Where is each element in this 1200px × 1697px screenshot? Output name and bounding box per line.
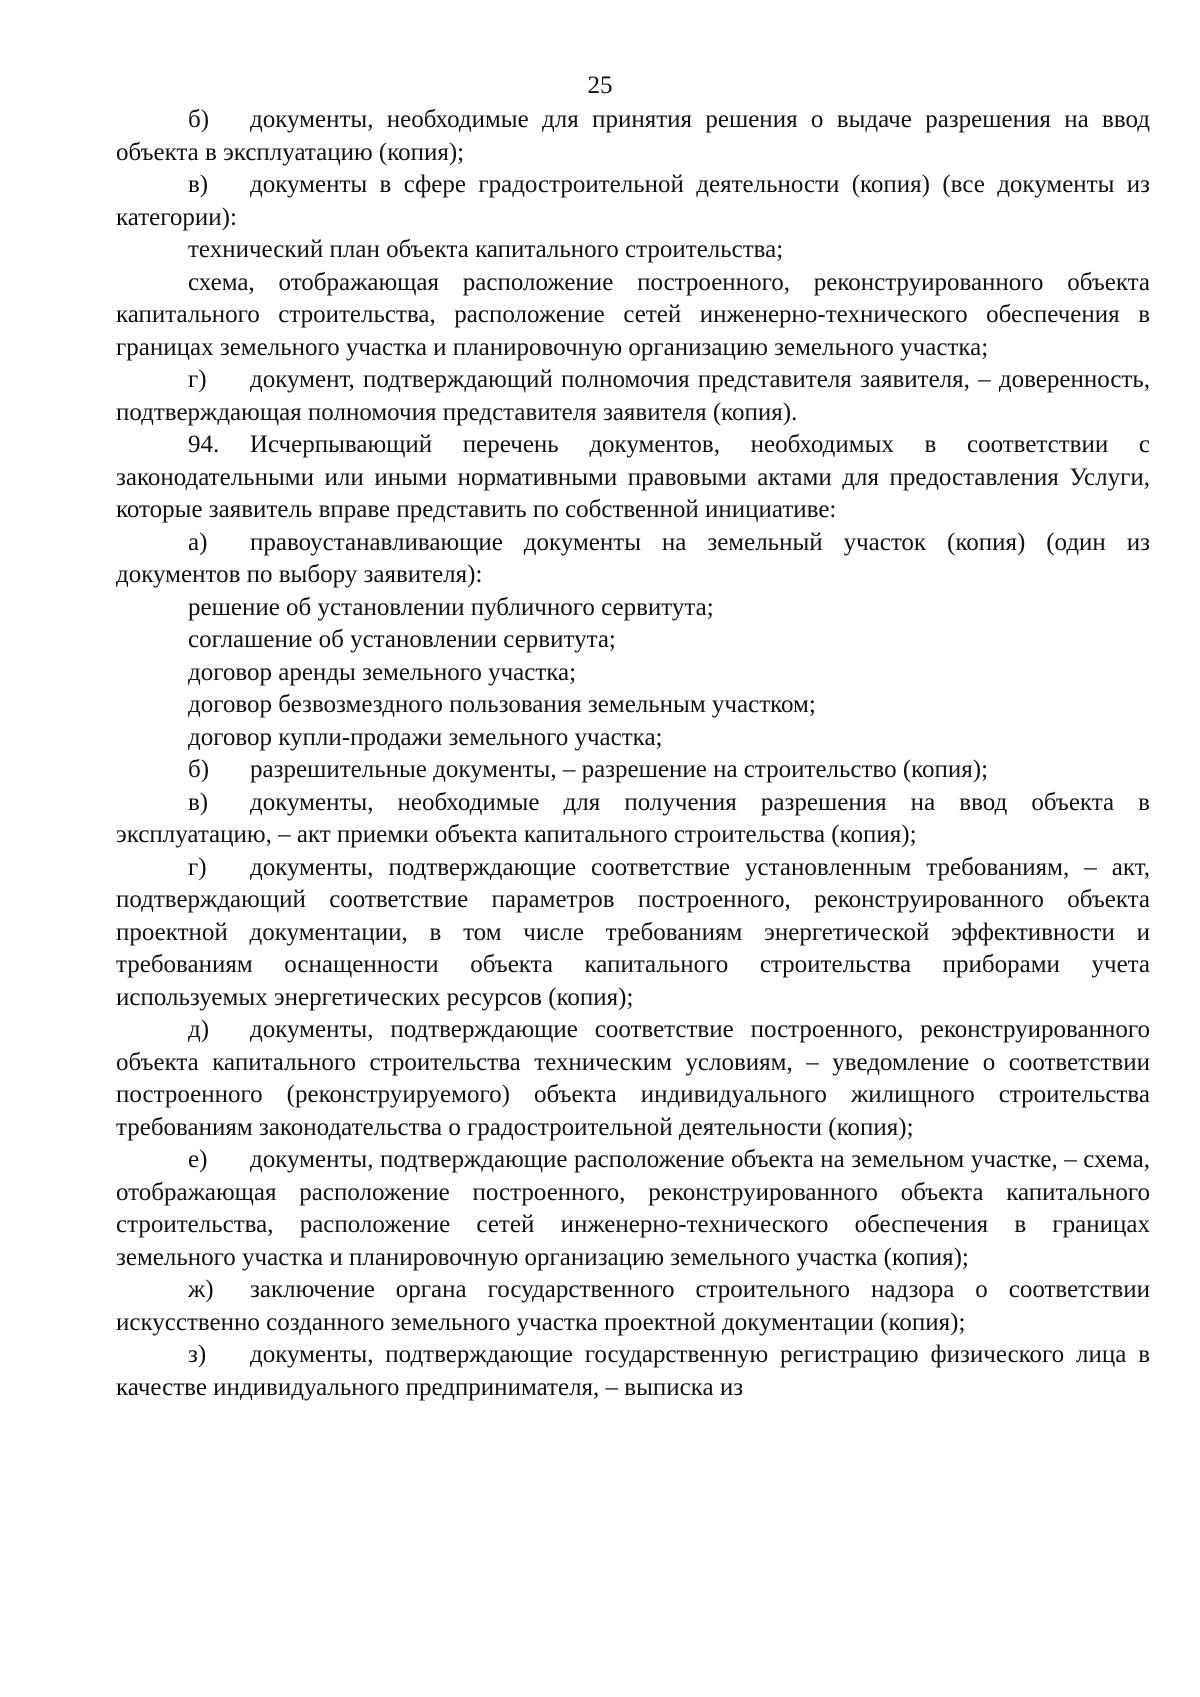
list-marker: б) (188, 756, 210, 783)
paragraph-text: разрешительные документы, – разрешение на строительство (копия); (250, 756, 989, 783)
paragraph-text: соглашение об установлении сервитута; (188, 626, 616, 653)
list-marker: в) (188, 171, 209, 198)
paragraph-item-g (116, 364, 1150, 429)
paragraph-item-b (116, 104, 1150, 169)
list-marker: ж) (188, 1276, 214, 1303)
paragraph-subitem (116, 689, 1150, 722)
paragraph-item-a (116, 527, 1150, 592)
paragraph-text: документы, необходимые для принятия решения о выдаче разрешения на ввод объекта в эксплуатацию (копия); (116, 106, 1150, 166)
paragraph-subitem (116, 722, 1150, 755)
page-number: 25 (587, 72, 613, 99)
list-marker: а) (188, 528, 208, 556)
document-body (116, 104, 1150, 1404)
paragraph-text: договор безвозмездного пользования земельным участком; (188, 691, 816, 718)
paragraph-text: заключение органа государственного строительного надзора о соответствии искусственно созданного земельного участка проектной документации (копия); (116, 1276, 1150, 1336)
paragraph-text: документ, подтверждающий полномочия представителя заявителя, – доверенность, подтверждающая полномочия представителя заявителя (копия). (116, 366, 1150, 426)
paragraph-subitem (116, 234, 1150, 267)
list-marker: з) (188, 1341, 207, 1368)
paragraph-item-zh (116, 1274, 1150, 1339)
paragraph-item-e (116, 1144, 1150, 1274)
paragraph-subitem (116, 657, 1150, 690)
paragraph-item-z (116, 1339, 1150, 1404)
paragraph-text: технический план объекта капитального строительства; (188, 236, 784, 263)
list-marker: г) (188, 366, 207, 393)
paragraph-text: документы в сфере градостроительной деятельности (копия) (все документы из категории): (116, 171, 1150, 231)
list-marker: в) (188, 788, 209, 816)
paragraph-text: документы, подтверждающие расположение объекта на земельном участке, – схема, отображающая расположение построенного, реконструированного объекта капитального строительства, расположение сетей инженерно-технического обеспечения в границах земельного участка и планировочную организацию земельного участка (копия); (116, 1146, 1150, 1271)
list-marker: д) (188, 1016, 210, 1043)
paragraph-text: документы, подтверждающие соответствие построенного, реконструированного объекта капитального строительства техническим условиям, – уведомление о соответствии построенного (реконструируемого) объекта индивидуального жилищного строительства требованиям законодательства о градостроительной деятельности (копия); (116, 1016, 1150, 1141)
paragraph-text: схема, отображающая расположение построенного, реконструированного объекта капитального строительства, расположение сетей инженерно-технического обеспечения в границах земельного участка и планировочную организацию земельного участка; (116, 268, 1150, 361)
paragraph-text: документы, подтверждающие государственную регистрацию физического лица в качестве индивидуального предпринимателя, – выписка из (116, 1341, 1150, 1401)
paragraph-item-g (116, 852, 1150, 1015)
list-marker: г) (188, 853, 207, 881)
paragraph-item-b (116, 754, 1150, 787)
paragraph-item-v (116, 787, 1150, 852)
paragraph-text: документы, необходимые для получения разрешения на ввод объекта в эксплуатацию, – акт приемки объекта капитального строительства (копия); (116, 788, 1150, 848)
paragraph-subitem (116, 267, 1150, 365)
paragraph-text: 94. Исчерпывающий перечень документов, необходимых в соответствии с законодательными или иными нормативными правовыми актами для предоставления Услуги, которые заявитель вправе представить по собственной инициативе: (116, 431, 1150, 523)
paragraph-item-d (116, 1014, 1150, 1144)
paragraph-item-v (116, 169, 1150, 234)
paragraph-text: документы, подтверждающие соответствие установленным требованиям, – акт, подтверждающий соответствие параметров построенного, реконструированного объекта проектной документации, в том числе требованиям энергетической эффективности и требованиям оснащенности объекта капитального строительства приборами учета используемых энергетических ресурсов (копия); (116, 853, 1150, 1011)
paragraph-subitem (116, 624, 1150, 657)
list-marker: б) (188, 106, 210, 133)
paragraph-text: договор купли-продажи земельного участка; (188, 723, 663, 751)
paragraph-text: договор аренды земельного участка; (188, 658, 577, 686)
list-marker: е) (188, 1146, 208, 1173)
paragraph-text: правоустанавливающие документы на земельный участок (копия) (один из документов по выбору заявителя): (116, 528, 1150, 588)
paragraph-section-94 (116, 429, 1150, 527)
paragraph-text: решение об установлении публичного сервитута; (188, 593, 714, 621)
paragraph-subitem (116, 592, 1150, 625)
